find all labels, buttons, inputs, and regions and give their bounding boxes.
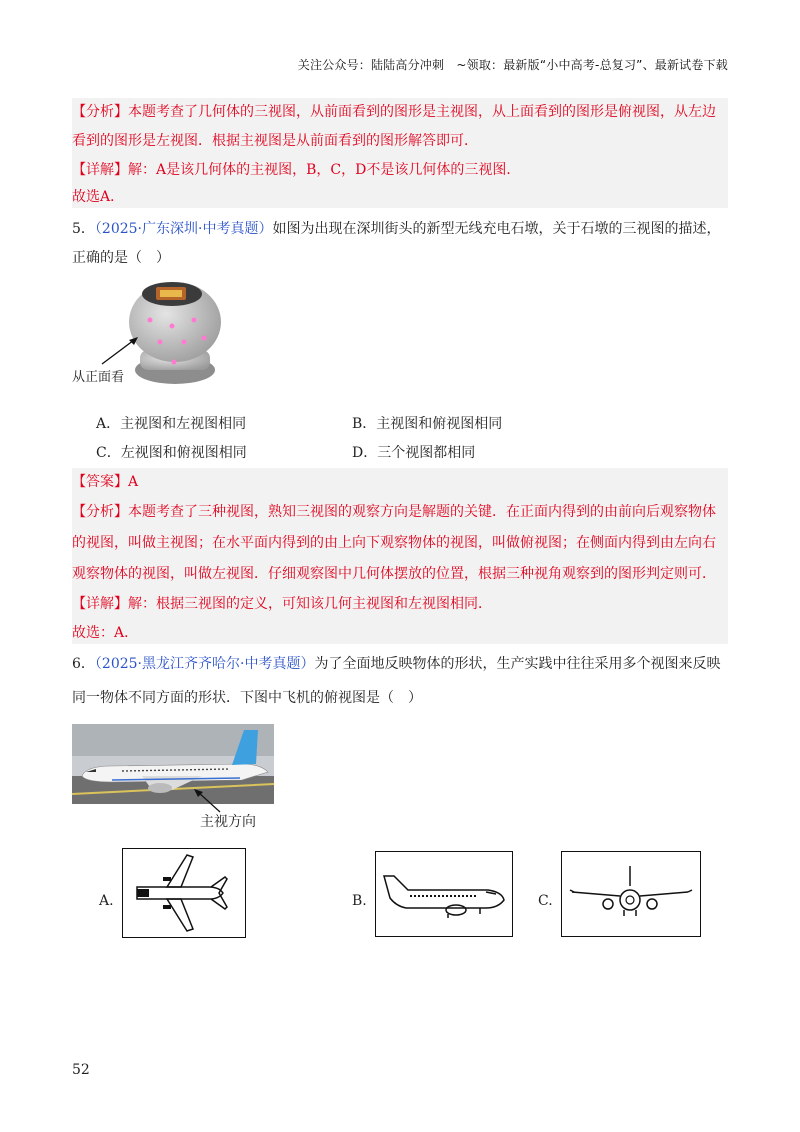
detail-text: 解：根据三视图的定义，可知该几何主视图和左视图相同．: [128, 596, 492, 612]
question-number: 6．: [72, 656, 95, 672]
analysis-tag: 【分析】: [72, 104, 128, 120]
q6-option-a-label: A.: [99, 893, 114, 909]
q6-option-a[interactable]: [122, 848, 246, 938]
q5-analysis-line2: 的视图，叫做主视图；在水平面内得到的由上向下观察物体的视图，叫做俯视图；在侧面内得到由左向右: [72, 535, 716, 551]
q5-option-b[interactable]: B．主视图和俯视图相同: [352, 416, 503, 432]
q5-detail-line: [72, 594, 492, 614]
q5-solution-block: [72, 468, 728, 644]
q6-option-c[interactable]: [561, 851, 701, 937]
page-header: 关注公众号：陆陆高分冲刺 ~领取：最新版“小中高考-总复习”、最新试卷下载: [297, 58, 728, 72]
airplane-top-view-icon: [123, 849, 245, 937]
q4-analysis-line1: [72, 102, 716, 122]
question-stem: 为了全面地反映物体的形状，生产实践中往往采用多个视图来反映: [314, 656, 721, 672]
question-source: （2025·黑龙江齐齐哈尔·中考真题）: [94, 656, 315, 672]
answer-tag: 【答案】: [72, 474, 128, 490]
analysis-tag: 【分析】: [72, 504, 128, 520]
q6-figure-label: 主视方向: [200, 814, 256, 830]
detail-tag: 【详解】: [72, 596, 128, 612]
q4-conclusion: 故选A．: [72, 189, 125, 205]
answer-value: A: [128, 474, 139, 490]
analysis-text: 本题考查了三种视图，熟知三视图的观察方向是解题的关键．在正面内得到的由前向后观察物体: [128, 504, 716, 520]
q6-stem-line1: [72, 654, 720, 674]
q4-analysis-line2: 看到的图形是左视图．根据主视图是从前面看到的图形解答即可．: [72, 133, 478, 149]
q5-analysis-line3: 观察物体的视图，叫做左视图．仔细观察图中几何体摆放的位置，根据三种视角观察到的图形判定则可．: [72, 566, 716, 582]
airplane-side-view-icon: [376, 852, 512, 936]
q6-stem-line2: 同一物体不同方面的形状．下图中飞机的俯视图是（ ）: [72, 690, 422, 706]
detail-text: 解：A是该几何体的主视图，B，C，D不是该几何体的三视图．: [128, 162, 521, 178]
q5-figure-label: 从正面看: [72, 370, 125, 385]
q5-conclusion: 故选：A．: [72, 625, 139, 641]
q5-analysis-line1: [72, 502, 716, 522]
q5-stem-line2: 正确的是（ ）: [72, 250, 170, 266]
detail-tag: 【详解】: [72, 162, 128, 178]
airplane-front-view-icon: [562, 852, 700, 936]
question-source: （2025·广东深圳·中考真题）: [94, 221, 273, 237]
q5-answer-line: [72, 472, 138, 492]
question-stem: 如图为出现在深圳街头的新型无线充电石墩，关于石墩的三视图的描述，: [272, 221, 721, 237]
q5-option-a[interactable]: A．主视图和左视图相同: [96, 416, 247, 432]
airplane-photo: [72, 724, 274, 804]
q4-detail-line: [72, 160, 520, 180]
q5-option-d[interactable]: D．三个视图都相同: [352, 445, 476, 461]
q5-stem-line1: [72, 219, 720, 239]
question-number: 5．: [72, 221, 95, 237]
q6-option-b-label: B.: [352, 893, 367, 909]
analysis-text: 本题考查了几何体的三视图，从前面看到的图形是主视图，从上面看到的图形是俯视图，从左边: [128, 104, 716, 120]
q5-option-c[interactable]: C．左视图和俯视图相同: [96, 445, 247, 461]
q6-option-b[interactable]: [375, 851, 513, 937]
q6-option-c-label: C.: [538, 893, 553, 909]
page-number: 52: [72, 1062, 90, 1078]
